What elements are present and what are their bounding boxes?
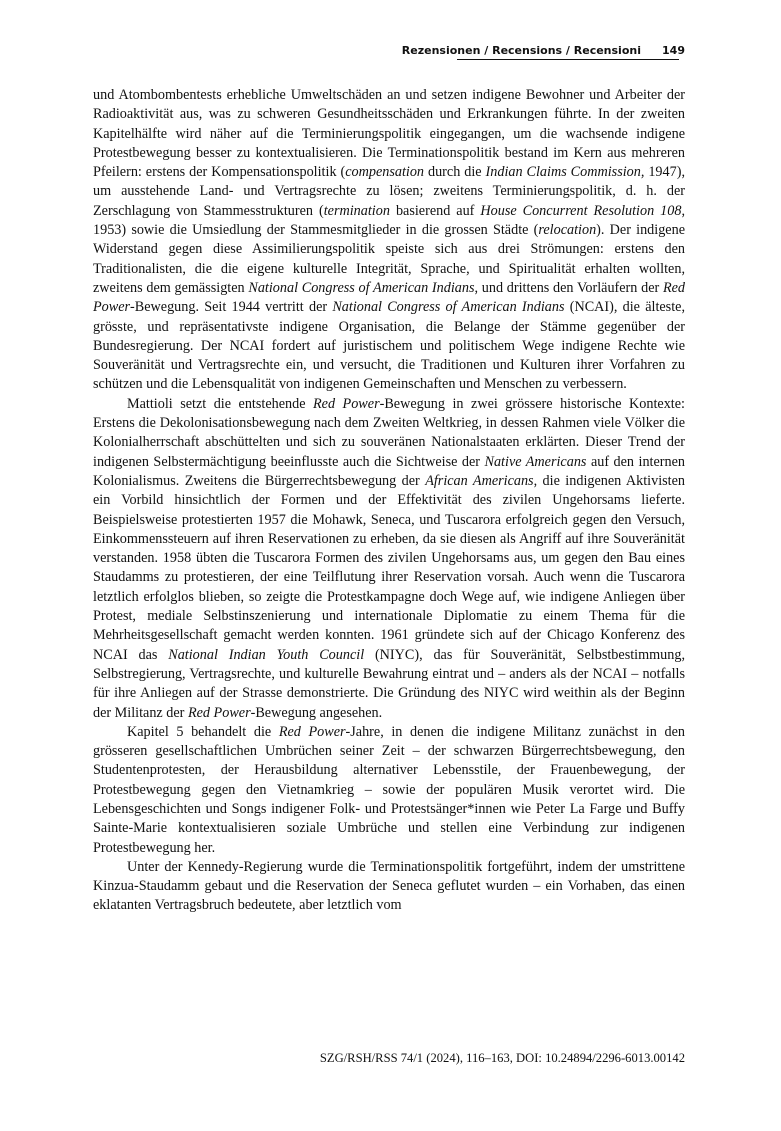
- body-text: [93, 86, 685, 916]
- text-run: (NIYC), das für Souveränität, Selbstbestimmung, Selbstregierung, Vertragsrechte, und kulturelle Bewahrung eintrat und – anders als der NCAI – notfalls für ihre Anliegen auf der Strasse demonstrierte. Die Gründung des NIYC wird weithin als der Beginn der Militanz der: [93, 646, 685, 721]
- header-rule: [457, 59, 679, 60]
- text-run: Kapitel 5 behandelt die: [127, 723, 279, 740]
- paragraph: [93, 723, 685, 858]
- text-run: und Atombombentests erhebliche Umweltschäden an und setzen indigene Bewohner und Arbeiter der Radioaktivität aus, was zu schweren Gesundheitsschäden und Erkrankungen führte. In der zweiten Kapitelhälfte wird näher auf die Terminierungspolitik eingegangen, um die wachsende indigene Protestbewegung besser zu kontextualisieren. Die Terminationspolitik bestand im Kern aus mehreren Pfeilern: erstens der Kompensationspolitik (: [93, 87, 685, 181]
- italic-run: Indian Claims Commission,: [485, 164, 645, 181]
- footer-citation: SZG/RSH/RSS 74/1 (2024), 116–163, DOI: 10.24894/2296-6013.00142: [319, 1051, 685, 1065]
- italic-run: Red Power: [93, 279, 685, 316]
- text-run: -Jahre, in denen die indigene Militanz zunächst in den grösseren gesellschaftlichen Umbrüchen seiner Zeit – der schwarzen Bürgerrechtsbewegung, den Studentenprotesten, der Herausbildung alternativer Lebensstile, der Frauenbewegung, der Protestbewegung gegen den Vietnamkrieg – sowie der populären Musik verortet wird. Die Lebensgeschichten und Songs indigener Folk- und Protestsänger*innen wie Peter La Farge und Buffy Sainte-Marie kontextualisieren soziale Umbrüche und stellen eine Verbindung zur indigenen Protestbewegung her.: [93, 723, 685, 856]
- text-run: 1947), um ausstehende Land- und Vertragsrechte zu lösen; zweitens Terminierungspolitik, d. h. der Zerschlagung von Stammesstrukturen (: [93, 164, 685, 219]
- paragraph: [93, 86, 685, 395]
- paragraph: [93, 858, 685, 916]
- text-run: auf den internen Kolonialismus. Zweitens die Bürgerrechtsbewegung der: [93, 453, 685, 489]
- running-header-title: Rezensionen / Recensions / Recensioni: [401, 44, 641, 57]
- italic-run: National Congress of American Indians: [332, 299, 565, 316]
- text-run: -Bewegung angesehen.: [250, 704, 383, 721]
- italic-run: Red Power: [187, 704, 251, 721]
- text-run: ). Der indigene Widerstand gegen diese Assimilierungspolitik speiste sich aus drei Strömungen: erstens den Traditionalisten, die die eigene kulturelle Integrität, Sprache, und Spiritualität erhalten wollten, zweitens dem gemässigten: [93, 222, 685, 296]
- text-run: , 1953) sowie die Umsiedlung der Stammesmitglieder in die grossen Städte (: [93, 202, 686, 239]
- running-header: [95, 44, 685, 66]
- text-run: -Bewegung. Seit 1944 vertritt der: [130, 299, 333, 316]
- text-run: (NCAI), die älteste, grösste, und repräsentativste indigene Organisation, die Belange der Stämme gegenüber der Bundesregierung. Der NCAI fordert auf juristischem und politischem Wege indigene Rechte wie Souveränität und Vertragsrechte ein, und versucht, die Traditionen und Kulturen ihrer Vorfahren zu schützen und die Lebensqualität von indigenen Gemeinschaften und Menschen zu verbessern.: [93, 299, 685, 393]
- text-run: basierend auf: [389, 202, 481, 219]
- italic-run: compensation: [345, 164, 425, 181]
- italic-run: National Congress of American Indians: [248, 279, 475, 296]
- text-run: -Bewegung in zwei grössere historische Kontexte: Erstens die Dekolonisationsbewegung nach dem Zweiten Weltkrieg, in dessen Rahmen viele Völker die Kolonialherrschaft abschüttelten und sich zu souveränen Nationalstaaten erklärten. Dieser Trend der indigenen Selbstermächtigung beeinflusste auch die Sichtweise der: [93, 395, 685, 470]
- text-run: Unter der Kennedy-Regierung wurde die Terminationspolitik fortgeführt, indem der umstrittene Kinzua-Staudamm gebaut und die Reservation der Seneca geflutet wurden – ein Vorhaben, das einen eklatanten Vertragsbruch bedeutete, aber letztlich vom: [93, 858, 685, 914]
- italic-run: Red Power: [313, 395, 380, 412]
- italic-run: House Concurrent Resolution 108: [480, 202, 682, 219]
- text-run: , und drittens den Vorläufern der: [474, 279, 663, 296]
- italic-run: Red Power: [278, 723, 346, 740]
- italic-run: National Indian Youth Council: [168, 646, 365, 663]
- italic-run: African Americans: [425, 472, 534, 489]
- page-number: 149: [662, 44, 685, 57]
- italic-run: Native Americans: [484, 453, 587, 470]
- text-run: Mattioli setzt die entstehende: [127, 395, 313, 412]
- text-run: , die indigenen Aktivisten ein Vorbild hinsichtlich der Formen und der Effektivität des zivilen Ungehorsams lieferte. Beispielsweise protestierten 1957 die Mohawk, Seneca, und Tuscarora erfolgreich gegen den Versuch, Einkommenssteuern auf ihren Reservationen zu erheben, da sie diesen als Angriff auf ihre Souveränität verstanden. 1958 übten die Tuscarora Formen des zivilen Ungehorsams aus, um gegen den Bau eines Staudamms zu protestieren, der eine Teilflutung ihrer Reservation vorsah. Auch wenn die Tuscarora letztlich erfolglos blieben, so zeigte die Protestkampagne doch Wege auf, wie indigene Anliegen über Protest, mediale Selbstinszenierung und internationale Diplomatie zu einem Thema für die Mehrheitsgesellschaft gemacht werden konnten. 1961 gründete sich auf der Chicago Konferenz des NCAI das: [93, 472, 686, 663]
- text-run: durch die: [424, 164, 486, 181]
- italic-run: relocation: [538, 222, 597, 239]
- italic-run: termination: [323, 202, 390, 219]
- paragraph: [93, 395, 685, 723]
